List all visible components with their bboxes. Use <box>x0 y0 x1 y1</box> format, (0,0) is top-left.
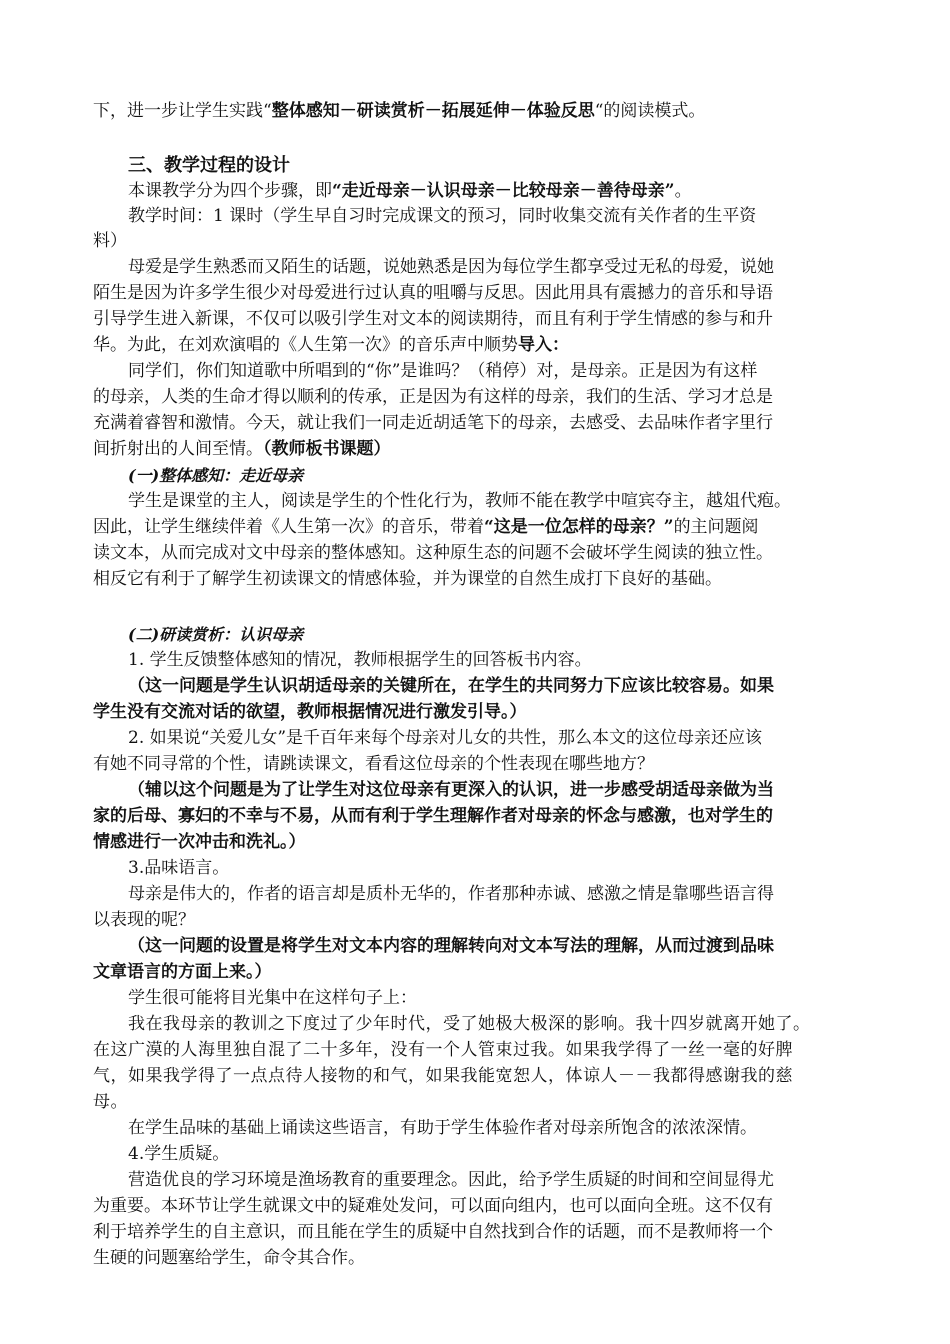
paragraph-line: 在学生品味的基础上诵读这些语言，有助于学生体验作者对母亲所饱含的浓浓深情。 <box>128 1118 757 1138</box>
paragraph-line: 料） <box>93 231 127 251</box>
paragraph-line: 本课教学分为四个步骤，即“走近母亲－认识母亲－比较母亲－善待母亲”。 <box>128 181 692 201</box>
paragraph-line: 母亲是伟大的，作者的语言却是质朴无华的，作者那种赤诚、感激之情是靠哪些语言得 <box>128 884 774 904</box>
paragraph-line: 利于培养学生的自主意识，而且能在学生的质疑中自然找到合作的话题，而不是教师将一个 <box>93 1222 773 1242</box>
paragraph-line: 1. 学生反馈整体感知的情况，教师根据学生的回答板书内容。 <box>128 650 592 670</box>
paragraph-line: 下，进一步让学生实践“整体感知－研读赏析－拓展延伸－体验反思“的阅读模式。 <box>93 101 706 121</box>
teaching-note: （这一问题是学生认识胡适母亲的关键所在，在学生的共同努力下应该比较容易。如果 <box>128 676 774 696</box>
paragraph-line: 教学时间：1 课时（学生早自习时完成课文的预习，同时收集交流有关作者的生平资 <box>128 206 757 226</box>
paragraph-line: 有她不同寻常的个性，请跳读课文，看看这位母亲的个性表现在哪些地方？ <box>93 754 654 774</box>
teaching-note: （这一问题的设置是将学生对文本内容的理解转向对文本写法的理解，从而过渡到品味 <box>128 936 774 956</box>
paragraph-line: 学生很可能将目光集中在这样句子上： <box>128 988 417 1008</box>
paragraph-line: 生硬的问题塞给学生，命令其合作。 <box>93 1248 365 1268</box>
teaching-note: 家的后母、寡妇的不幸与不易，从而有利于学生理解作者对母亲的怀念与感激，也对学生的 <box>93 806 773 826</box>
paragraph-line: 母爱是学生熟悉而又陌生的话题，说她熟悉是因为每位学生都享受过无私的母爱，说她 <box>128 257 774 277</box>
quoted-text: 在这广漠的人海里独自混了二十多年，没有一个人管束过我。如果我学得了一丝一毫的好脾 <box>93 1040 793 1060</box>
quoted-text: 我在我母亲的教训之下度过了少年时代，受了她极大极深的影响。我十四岁就离开她了。 <box>128 1014 811 1034</box>
paragraph-line: 读文本，从而完成对文中母亲的整体感知。这种原生态的问题不会破坏学生阅读的独立性。 <box>93 543 773 563</box>
paragraph-line: 3.品味语言。 <box>128 858 230 878</box>
paragraph-line: 引导学生进入新课，不仅可以吸引学生对文本的阅读期待，而且有利于学生情感的参与和升 <box>93 309 773 329</box>
paragraph-line: 相反它有利于了解学生初读课文的情感体验，并为课堂的自然生成打下良好的基础。 <box>93 569 722 589</box>
paragraph-line: 间折射出的人间至情。（教师板书课题） <box>93 439 391 459</box>
teaching-note: 文章语言的方面上来。） <box>93 962 272 982</box>
subsection-heading: (一)整体感知：走近母亲 <box>128 466 304 485</box>
paragraph-line: 以表现的呢？ <box>93 910 195 930</box>
paragraph-line: 的母亲，人类的生命才得以顺利的传承，正是因为有这样的母亲，我们的生活、学习才总是 <box>93 387 773 407</box>
paragraph-line: 华。为此，在刘欢演唱的《人生第一次》的音乐声中顺势导入： <box>93 335 569 355</box>
paragraph-line: 陌生是因为许多学生很少对母爱进行过认真的咀嚼与反思。因此用具有震撼力的音乐和导语 <box>93 283 773 303</box>
paragraph-line: 4.学生质疑。 <box>128 1144 230 1164</box>
paragraph-line: 同学们，你们知道歌中所唱到的“你”是谁吗？（稍停）对，是母亲。正是因为有这样 <box>128 361 758 381</box>
paragraph-line: 2. 如果说“关爱儿女”是千百年来每个母亲对儿女的共性，那么本文的这位母亲还应该 <box>128 728 763 748</box>
paragraph-line: 为重要。本环节让学生就课文中的疑难处发问，可以面向组内，也可以面向全班。这不仅有 <box>93 1196 773 1216</box>
section-heading: 三、教学过程的设计 <box>128 155 290 176</box>
paragraph-line: 学生是课堂的主人，阅读是学生的个性化行为，教师不能在教学中喧宾夺主，越俎代疱。 <box>128 491 791 511</box>
teaching-note: （辅以这个问题是为了让学生对这位母亲有更深入的认识，进一步感受胡适母亲做为当 <box>128 780 774 800</box>
quoted-text: 气，如果我学得了一点点待人接物的和气，如果我能宽恕人，体谅人－－我都得感谢我的慈 <box>93 1066 793 1086</box>
subsection-heading: (二)研读赏析：认识母亲 <box>128 625 304 644</box>
paragraph-line: 营造优良的学习环境是渔场教育的重要理念。因此，给予学生质疑的时间和空间显得尤 <box>128 1170 774 1190</box>
quoted-text: 母。 <box>93 1092 128 1112</box>
paragraph-line: 充满着睿智和激情。今天，就让我们一同走近胡适笔下的母亲，去感受、去品味作者字里行 <box>93 413 773 433</box>
teaching-note: 情感进行一次冲击和洗礼。） <box>93 832 306 852</box>
teaching-note: 学生没有交流对话的欲望，教师根据情况进行激发引导。） <box>93 702 527 722</box>
paragraph-line: 因此，让学生继续伴着《人生第一次》的音乐，带着“这是一位怎样的母亲？”的主问题阅 <box>93 517 759 537</box>
